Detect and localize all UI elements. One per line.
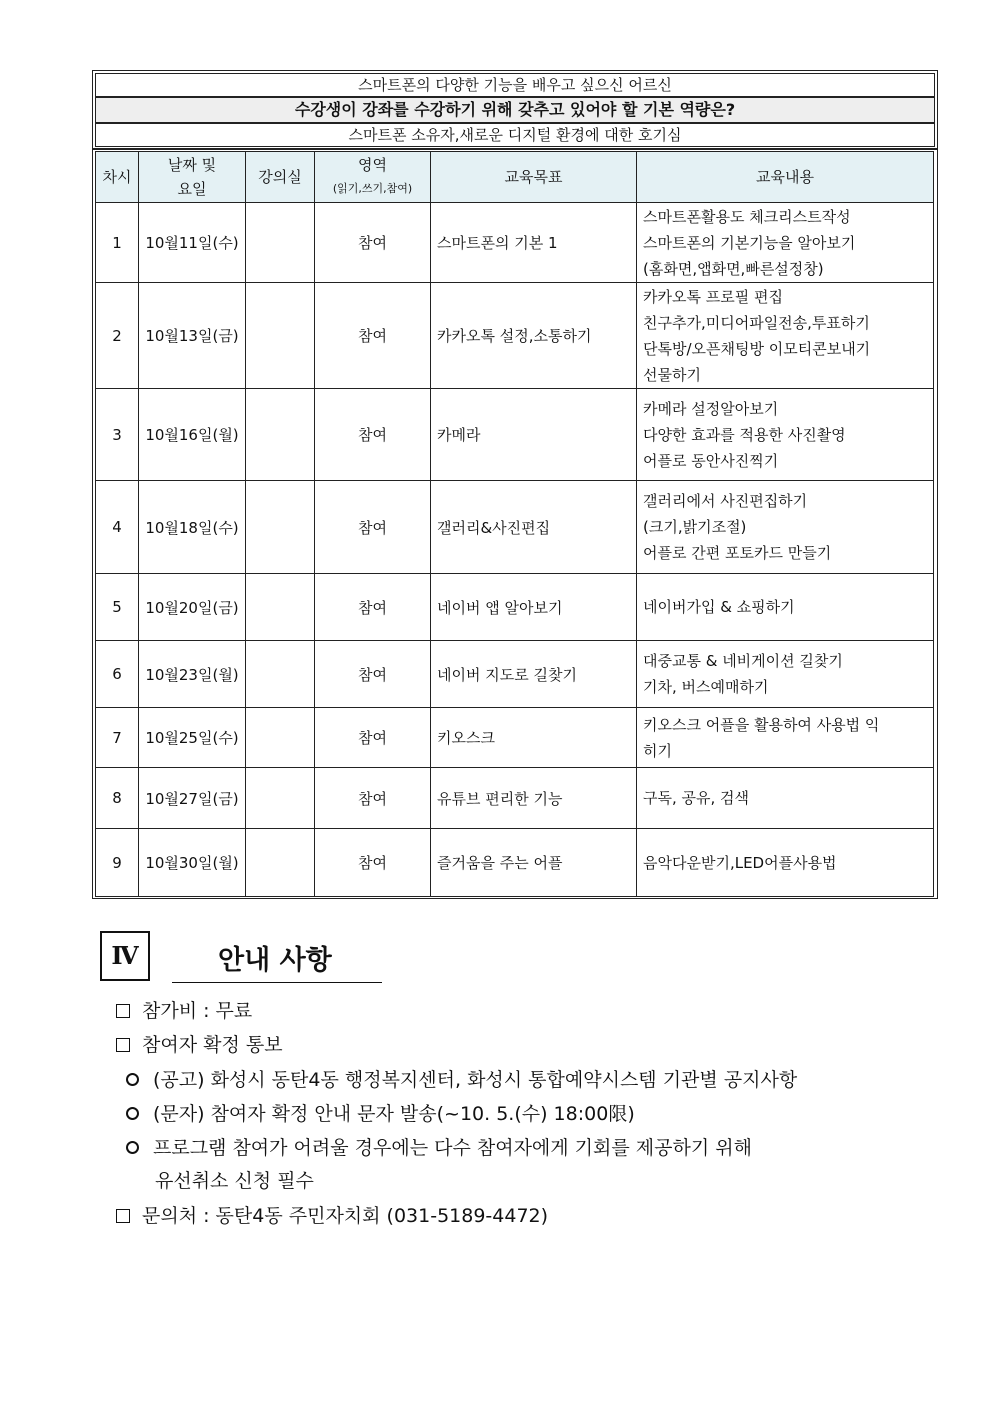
session-number: 7 [96,708,139,768]
session-content [637,481,934,574]
course-info-box [92,70,938,150]
session-content-line: 어플로 동안사진찍기 [643,451,779,470]
session-content [637,283,934,389]
table-row [96,389,934,481]
session-area: 참여 [315,283,431,389]
notice-fee-text: 참가비 : 무료 [142,1000,253,1022]
session-room [246,389,315,481]
bullet-circle-icon [126,1107,139,1120]
session-number: 1 [96,203,139,283]
bullet-circle-icon [126,1141,139,1154]
session-goal: 갤러리&사진편집 [431,481,637,574]
session-content-line: 어플로 간편 포토카드 만들기 [643,544,832,562]
header-content: 교육내용 [637,152,934,203]
table-row [96,283,934,389]
session-number: 4 [96,481,139,574]
table-row [96,574,934,641]
session-area: 참여 [315,829,431,897]
notice-confirm [116,1030,283,1057]
session-area: 참여 [315,708,431,768]
session-date: 10월11일(수) [139,203,246,283]
session-content [637,768,934,829]
notice-confirm-item-1: (공고) 화성시 동탄4동 행정복지센터, 화성시 통합예약시스템 기관별 공지사항 [126,1065,797,1092]
session-content [637,389,934,481]
session-content [637,641,934,708]
section-title-underline [172,982,382,983]
table-row [96,641,934,708]
session-content-line: 키오스크 어플을 활용하여 사용법 익 [643,715,880,734]
notice-contact [116,1201,548,1228]
session-date: 10월16일(월) [139,389,246,481]
session-content-line: 다양한 효과를 적용한 사진촬영 [643,425,846,444]
session-room [246,574,315,641]
session-content [637,829,934,897]
session-number: 2 [96,283,139,389]
session-goal: 유튜브 편리한 기능 [431,768,637,829]
session-content-line: 네이버가입 & 쇼핑하기 [643,598,795,616]
session-date: 10월13일(금) [139,283,246,389]
session-content [637,574,934,641]
session-goal: 스마트폰의 기본 1 [431,203,637,283]
checkbox-square-icon [116,1038,130,1052]
session-date: 10월25일(수) [139,708,246,768]
session-content-line: 카카오톡 프로필 편집 [643,287,783,306]
notice-confirm-text: 참여자 확정 통보 [142,1034,283,1056]
session-content [637,203,934,283]
header-room: 강의실 [246,152,315,203]
session-content-line: 친구추가,미디어파일전송,투표하기 [643,313,870,332]
notice-confirm-item-3: 프로그램 참여가 어려울 경우에는 다수 참여자에게 기회를 제공하기 위해 [126,1133,752,1160]
required-competency-question: 수강생이 강좌를 수강하기 위해 갖추고 있어야 할 기본 역량은? [95,97,935,123]
session-number: 5 [96,574,139,641]
session-content-line: 선물하기 [643,365,701,384]
session-date: 10월27일(금) [139,768,246,829]
checkbox-square-icon [116,1209,130,1223]
session-content-line: 구독, 공유, 검색 [643,789,750,807]
table-row [96,481,934,574]
session-content-line: (크기,밝기조절) [643,518,747,536]
session-goal: 즐거움을 주는 어플 [431,829,637,897]
table-row [96,708,934,768]
notice-confirm-item-3-continued: 유선취소 신청 필수 [155,1170,314,1192]
schedule-table-frame [92,148,938,899]
session-area: 참여 [315,389,431,481]
notice-confirm-item-2: (문자) 참여자 확정 안내 문자 발송(~10. 5.(수) 18:00限) [126,1099,635,1126]
session-date: 10월23일(월) [139,641,246,708]
session-room [246,481,315,574]
session-room [246,283,315,389]
session-goal: 키오스크 [431,708,637,768]
notice-contact-text: 문의처 : 동탄4동 주민자치회 (031-5189-4472) [142,1205,549,1227]
bullet-circle-icon [126,1073,139,1086]
session-content-line: 갤러리에서 사진편집하기 [643,492,808,510]
session-content-line: 카메라 설정알아보기 [643,399,779,418]
session-content-line: 히기 [643,741,672,760]
session-number: 9 [96,829,139,897]
session-content-line: 스마트폰활용도 체크리스트작성 [643,207,851,226]
session-goal: 네이버 지도로 길찾기 [431,641,637,708]
session-goal: 네이버 앱 알아보기 [431,574,637,641]
header-session: 차시 [96,152,139,203]
session-content-line: 대중교통 & 네비게이션 길찾기 [643,652,843,670]
session-content-line: 스마트폰의 기본기능을 알아보기 [643,233,856,252]
section-title: 안내 사항 [218,945,332,976]
schedule-header-row [96,152,934,203]
session-area: 참여 [315,768,431,829]
header-area: 영역 (읽기,쓰기,참여) [315,152,431,203]
session-room [246,708,315,768]
session-content-line: (홈화면,앱화면,빠른설정창) [643,259,824,278]
required-competency-answer: 스마트폰 소유자,새로운 디지털 환경에 대한 호기심 [95,123,935,147]
session-area: 참여 [315,203,431,283]
session-content-line: 음악다운받기,LED어플사용법 [643,853,837,872]
section-number-box: Ⅳ [100,931,150,981]
session-area: 참여 [315,481,431,574]
session-content-line: 기차, 버스예매하기 [643,678,769,696]
session-room [246,641,315,708]
checkbox-square-icon [116,1004,130,1018]
session-content-line: 단톡방/오픈채팅방 이모티콘보내기 [643,339,871,358]
session-goal: 카메라 [431,389,637,481]
session-date: 10월30일(월) [139,829,246,897]
header-date: 날짜 및 요일 [139,152,246,203]
session-room [246,829,315,897]
session-date: 10월20일(금) [139,574,246,641]
session-goal: 카카오톡 설정,소통하기 [431,283,637,389]
target-audience: 스마트폰의 다양한 기능을 배우고 싶으신 어르신 [95,73,935,97]
session-number: 8 [96,768,139,829]
session-number: 3 [96,389,139,481]
session-room [246,203,315,283]
session-area: 참여 [315,641,431,708]
header-goal: 교육목표 [431,152,637,203]
schedule-body [96,203,934,897]
table-row [96,829,934,897]
session-date: 10월18일(수) [139,481,246,574]
table-row [96,768,934,829]
notice-fee [116,996,252,1023]
session-content [637,708,934,768]
session-room [246,768,315,829]
table-row [96,203,934,283]
session-number: 6 [96,641,139,708]
schedule-table [95,151,934,897]
session-area: 참여 [315,574,431,641]
